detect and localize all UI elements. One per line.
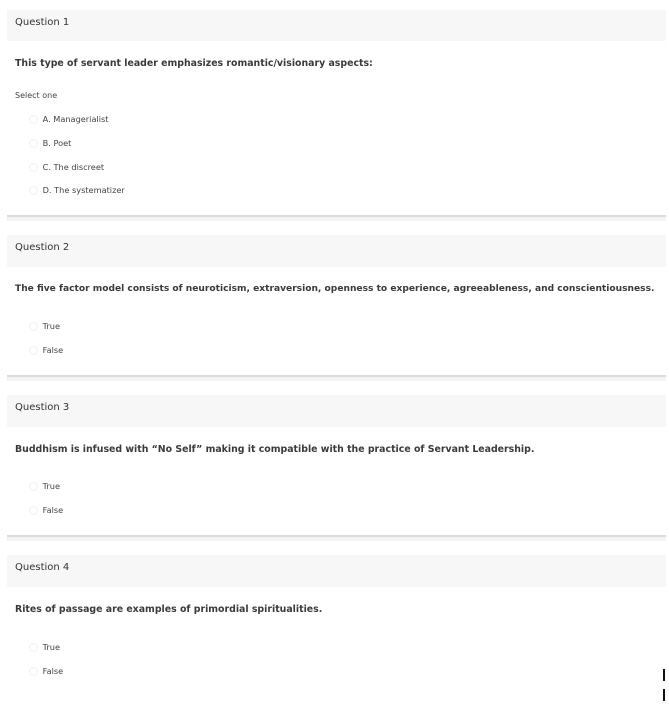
question-divider-shadow	[7, 377, 666, 381]
q4-true-radio[interactable]	[29, 643, 38, 652]
q2-option-true[interactable]	[29, 321, 60, 331]
q4-true-label: True	[42, 642, 60, 652]
option-d-radio[interactable]	[29, 186, 38, 195]
option-c-label: The discreet	[53, 162, 105, 172]
q2-true-label: True	[42, 321, 60, 331]
select-one-label: Select one	[15, 91, 58, 100]
option-b-radio[interactable]	[29, 139, 38, 148]
option-d[interactable]	[29, 185, 125, 195]
question-4-prompt: Rites of passage are examples of primordial spiritualities.	[15, 604, 323, 615]
q3-option-false[interactable]	[29, 505, 63, 515]
q4-false-label: False	[42, 666, 64, 676]
option-b[interactable]	[29, 138, 71, 148]
option-b-label: Poet	[53, 138, 72, 148]
question-2-prompt: The five factor model consists of neuroticism, extraversion, openness to experience, agreeableness, and conscientiousness.	[15, 284, 655, 294]
option-b-letter: B.	[42, 138, 51, 148]
option-a[interactable]	[29, 114, 109, 124]
question-divider-shadow	[7, 537, 666, 541]
question-3-header	[7, 395, 666, 427]
question-4-header	[7, 555, 666, 587]
text-cursor-mark	[663, 689, 665, 701]
question-1-title: Question 1	[15, 17, 70, 28]
q3-option-true[interactable]	[29, 481, 60, 491]
q2-option-false[interactable]	[29, 345, 63, 355]
text-cursor-mark	[663, 669, 665, 681]
q2-false-radio[interactable]	[29, 346, 38, 355]
q2-true-radio[interactable]	[29, 322, 38, 331]
option-d-letter: D.	[42, 185, 52, 195]
question-3-title: Question 3	[15, 402, 70, 413]
option-a-letter: A.	[42, 114, 51, 124]
option-d-label: The systematizer	[54, 185, 125, 195]
q2-false-label: False	[42, 345, 64, 355]
option-c-letter: C.	[42, 162, 51, 172]
q3-true-label: True	[42, 481, 60, 491]
option-c-radio[interactable]	[29, 163, 38, 172]
q3-false-radio[interactable]	[29, 506, 38, 515]
question-2-header	[7, 235, 666, 267]
q4-option-true[interactable]	[29, 642, 60, 652]
q4-option-false[interactable]	[29, 666, 63, 676]
q4-false-radio[interactable]	[29, 667, 38, 676]
question-1-header	[7, 10, 666, 41]
question-2-title: Question 2	[15, 242, 70, 253]
option-a-label: Managerialist	[53, 114, 109, 124]
question-3-prompt: Buddhism is infused with “No Self” making it compatible with the practice of Servant Leadership.	[15, 444, 535, 455]
q3-true-radio[interactable]	[29, 482, 38, 491]
option-c[interactable]	[29, 162, 104, 172]
q3-false-label: False	[42, 505, 64, 515]
question-divider-shadow	[7, 217, 666, 221]
question-4-title: Question 4	[15, 562, 70, 573]
option-a-radio[interactable]	[29, 115, 38, 124]
question-1-prompt: This type of servant leader emphasizes romantic/visionary aspects:	[15, 58, 373, 69]
